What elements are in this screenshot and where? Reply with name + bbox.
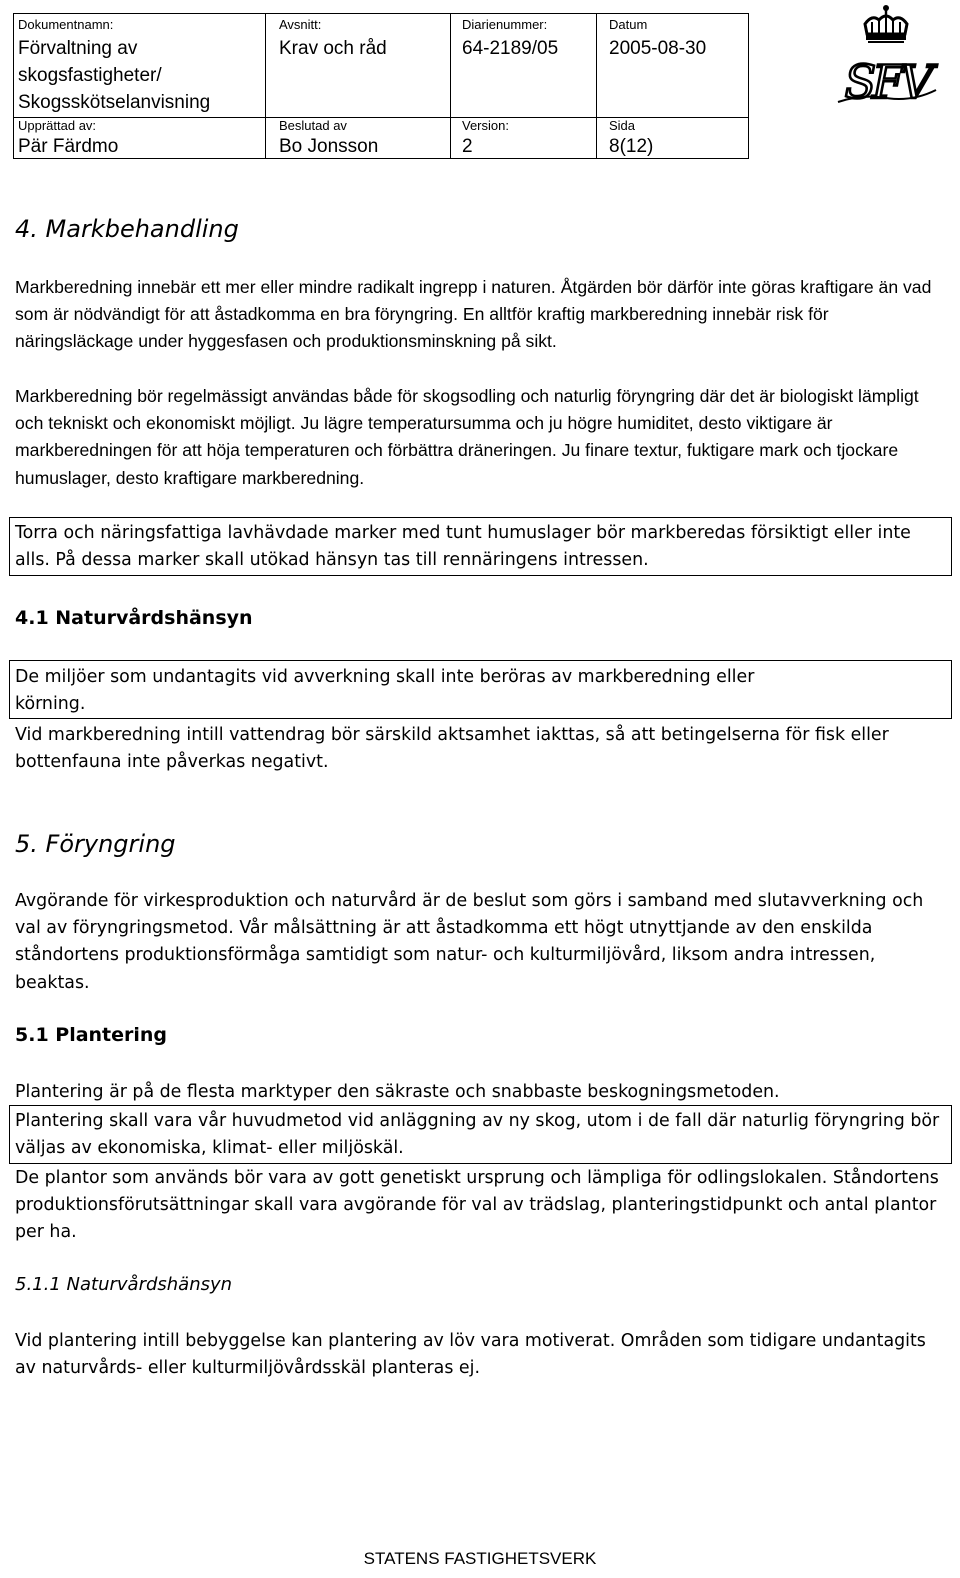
author-label: Upprättad av:: [18, 118, 97, 133]
section-4-paragraph-3: Torra och näringsfattiga lavhävdade marker med tunt humuslager bör markberedas försiktigt eller inte alls. På dessa marker skall utökad hänsyn tas till rennäringens intressen.: [15, 523, 911, 571]
section-5-paragraph-1: Avgörande för virkesproduktion och naturvård är de beslut som görs i samband med slutavverkning och val av föryngringsmetod. Vår målsättning är att åstadkomma ett högt utnyttjande av den enskilda ståndortens produktionsförmåga samtidigt som natur- och kulturmiljövård, liksom andra intressen, beaktas.: [15, 891, 924, 993]
doc-name-value: Förvaltning av skogsfastigheter/ Skogsskötselanvisning: [18, 38, 211, 113]
page-footer: STATENS FASTIGHETSVERK: [363, 1549, 597, 1568]
approved-by-value: Bo Jonsson: [279, 136, 379, 157]
diary-number-label: Diarienummer:: [462, 17, 548, 32]
page-value: 8(12): [609, 136, 654, 157]
sfv-logo: [832, 2, 942, 112]
section-4-paragraph-2: Markberedning bör regelmässigt användas både för skogsodling och naturlig föryngring där det är biologiskt lämpligt och tekniskt och ekonomiskt möjligt. Ju lägre temperatursumma och ju högre humiditet, desto viktigare är markberedningen för att höja temperaturen och förbättra dräneringen. Ju finare textur, fuktigare mark och tjockare humuslager, desto kraftigare markberedning.: [15, 386, 919, 488]
crown-icon: [832, 2, 942, 112]
section-value: Krav och råd: [279, 38, 387, 59]
version-value: 2: [462, 136, 473, 157]
section-4-1-heading: 4.1 Naturvårdshänsyn: [15, 607, 253, 629]
doc-name-label: Dokumentnamn:: [18, 17, 114, 32]
section-4-heading: 4. Markbehandling: [15, 215, 239, 243]
date-value: 2005-08-30: [609, 38, 707, 59]
section-4-paragraph-1: Markberedning innebär ett mer eller mindre radikalt ingrepp i naturen. Åtgärden bör därför inte göras kraftigare än vad som är nödvändigt för att åstadkomma en bra föryngring. En alltför kraftig markberedning innebär risk för näringsläckage under hyggesfasen och produktionsminskning på sikt.: [15, 277, 932, 352]
section-5-1-1-paragraph-1: Vid plantering intill bebyggelse kan plantering av löv vara motiverat. Områden som tidigare undantagits av naturvårds- eller kulturmiljövårdsskäl planteras ej.: [15, 1331, 926, 1379]
section-4-1-paragraph-1: De miljöer som undantagits vid avverkning skall inte beröras av markberedning eller körning.: [15, 667, 755, 715]
section-label: Avsnitt:: [279, 17, 322, 32]
section-4-1-paragraph-2: Vid markberedning intill vattendrag bör särskild aktsamhet iakttas, så att betingelserna för fisk eller bottenfauna inte påverkas negativt.: [15, 725, 889, 773]
svg-text:SFV: SFV: [844, 55, 930, 109]
section-5-heading: 5. Föryngring: [15, 830, 176, 858]
version-label: Version:: [462, 118, 509, 133]
author-value: Pär Färdmo: [18, 136, 119, 157]
date-label: Datum: [609, 17, 648, 32]
section-5-1-heading: 5.1 Plantering: [15, 1024, 168, 1046]
page-label: Sida: [609, 118, 636, 133]
section-5-1-paragraph-1: Plantering är på de flesta marktyper den säkraste och snabbaste beskogningsmetoden.: [15, 1082, 780, 1102]
section-5-1-paragraph-3: De plantor som används bör vara av gott genetiskt ursprung och lämpliga för odlingslokalen. Ståndortens produktionsförutsättningar skall vara avgörande för val av trädslag, planteringstidpunkt och antal plantor per ha.: [15, 1168, 939, 1243]
diary-number-value: 64-2189/05: [462, 38, 559, 59]
section-5-1-1-heading: 5.1.1 Naturvårdshänsyn: [15, 1274, 233, 1295]
approved-by-label: Beslutad av: [279, 118, 347, 133]
document-header-table: [13, 13, 749, 159]
section-5-1-paragraph-2: Plantering skall vara vår huvudmetod vid anläggning av ny skog, utom i de fall där naturlig föryngring bör väljas av ekonomiska, klimat- eller miljöskäl.: [15, 1111, 940, 1159]
